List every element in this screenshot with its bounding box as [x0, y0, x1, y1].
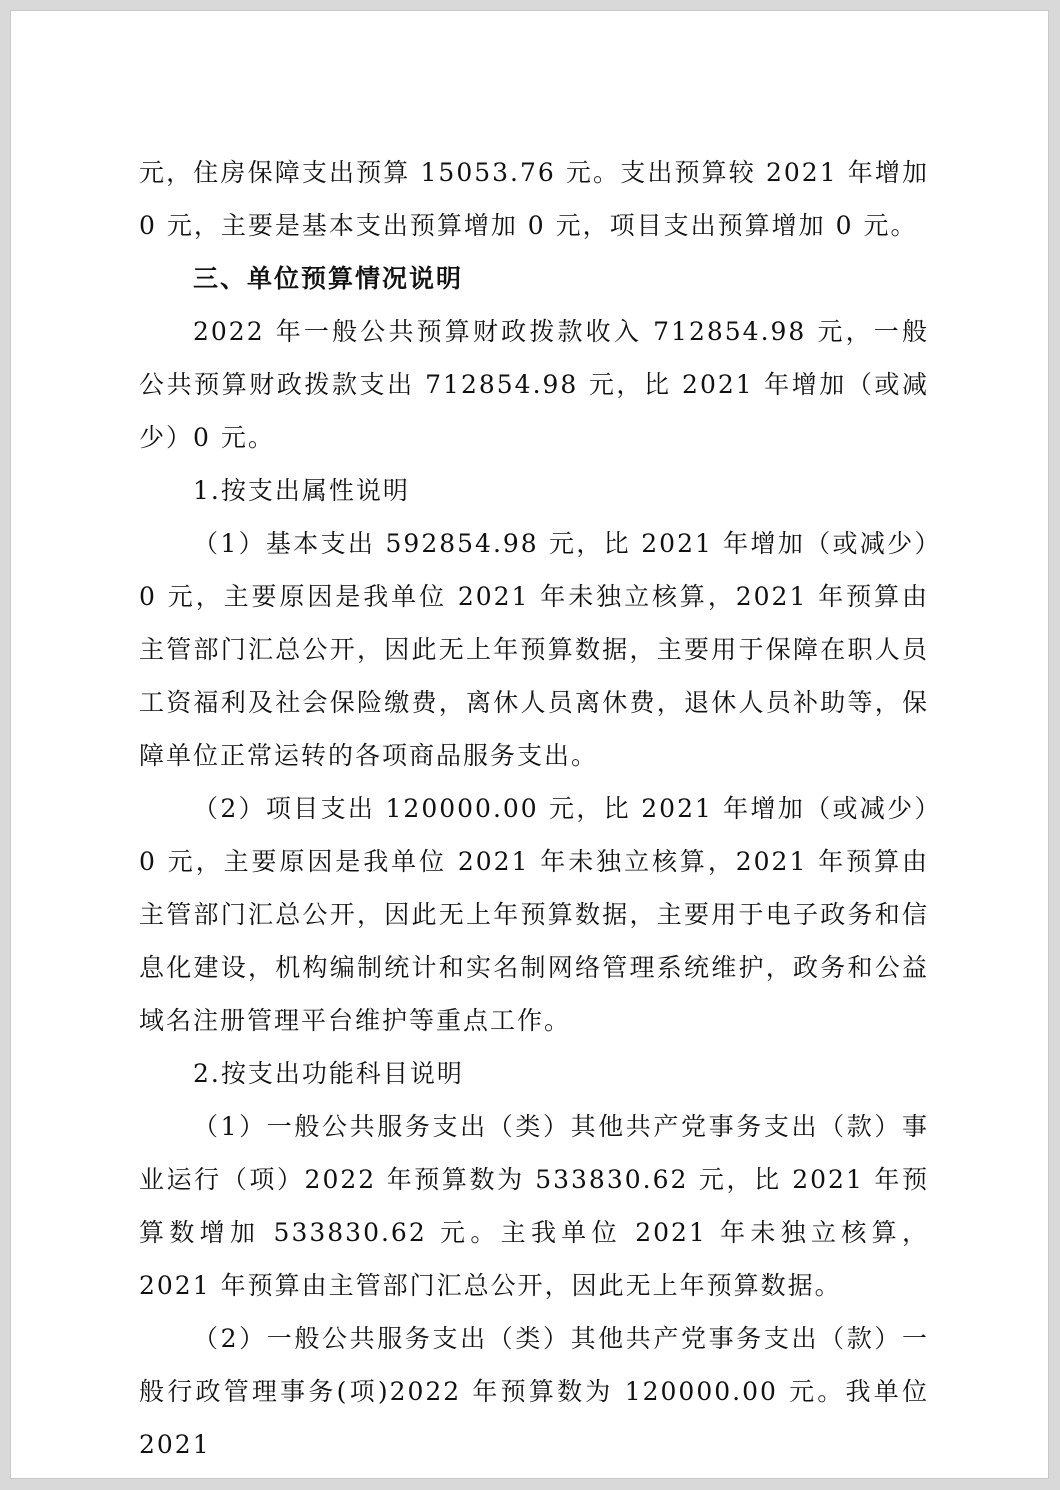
paragraph-function-item-1: （1）一般公共服务支出（类）其他共产党事务支出（款）事业运行（项）2022 年预算数为 533830.62 元，比 2021 年预算数增加 533830.62 元。主我单位 2021 年未独立核算，2021 年预算由主管部门汇总公开，因此无上年预算数据。 — [139, 1112, 929, 1300]
paragraph-function-item-2: （2）一般公共服务支出（类）其他共产党事务支出（款）一般行政管理事务(项)2022 年预算数为 120000.00 元。我单位 2021 — [139, 1324, 929, 1459]
paragraph-basic-expenditure: （1）基本支出 592854.98 元，比 2021 年增加（或减少）0 元，主要原因是我单位 2021 年未独立核算，2021 年预算由主管部门汇总公开，因此无上年预算数据，主要用于保障在职人员工资福利及社会保险缴费，离休人员离休费，退休人员补助等，保障单位正常运转的各项商品服务支出。 — [139, 529, 929, 770]
paragraph-continued: 元，住房保障支出预算 15053.76 元。支出预算较 2021 年增加 0 元，主要是基本支出预算增加 0 元，项目支出预算增加 0 元。 — [139, 158, 929, 240]
document-body — [139, 146, 929, 1471]
subheading-by-attribute: 1.按支出属性说明 — [193, 476, 410, 505]
document-page — [10, 10, 1049, 1479]
subheading-by-function: 2.按支出功能科目说明 — [193, 1059, 464, 1088]
paragraph-budget-summary: 2022 年一般公共预算财政拨款收入 712854.98 元，一般公共预算财政拨款支出 712854.98 元，比 2021 年增加（或减少）0 元。 — [139, 317, 929, 452]
paragraph-project-expenditure: （2）项目支出 120000.00 元，比 2021 年增加（或减少）0 元，主要原因是我单位 2021 年未独立核算，2021 年预算由主管部门汇总公开，因此无上年预算数据，主要用于电子政务和信息化建设，机构编制统计和实名制网络管理系统维护，政务和公益域名注册管理平台维护等重点工作。 — [139, 794, 929, 1035]
section-heading: 三、单位预算情况说明 — [193, 264, 464, 293]
